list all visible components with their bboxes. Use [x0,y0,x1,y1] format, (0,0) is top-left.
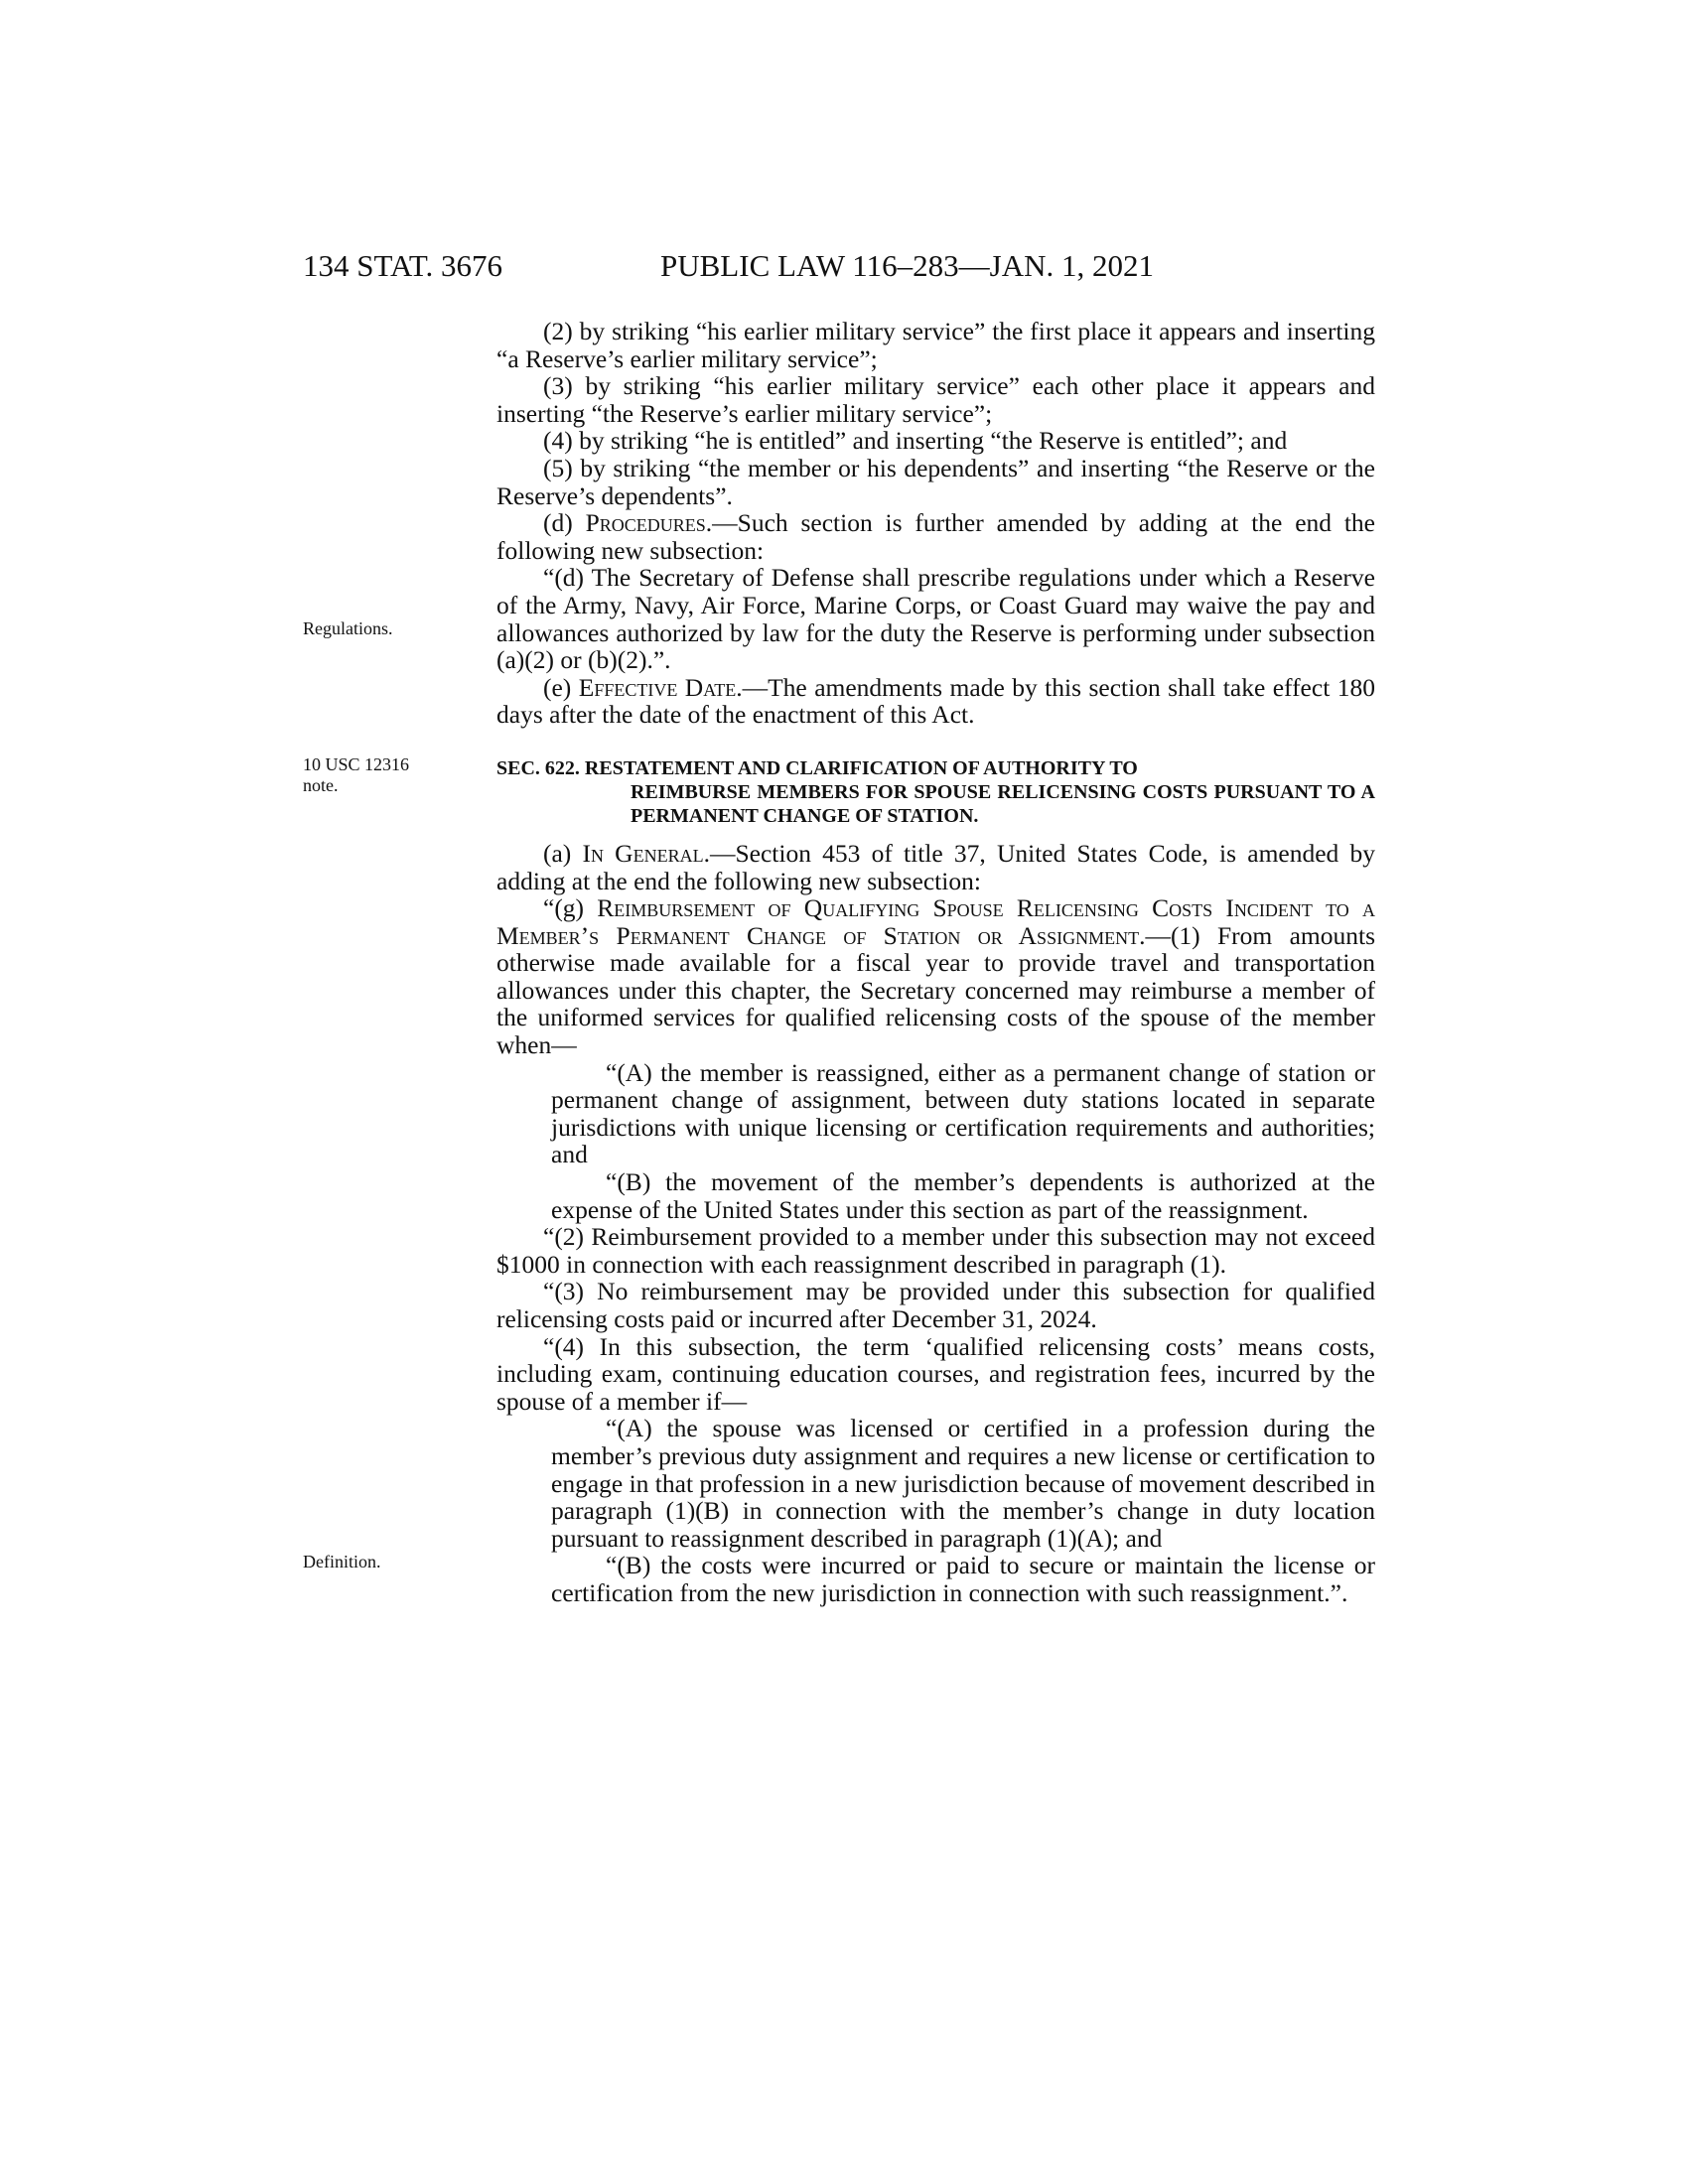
subsection-e-text: .—The amendments made by this section shall take effect 180 days after the date of the enactment of this Act. [496,672,1375,730]
subsection-g-lead: “(g) [543,893,598,923]
paragraph-2: (2) by striking “his earlier military service” the first place it appears and inserting “a Reserve’s earlier military service”; [496,317,1375,373]
subparagraph-g-4-B: “(B) the costs were incurred or paid to secure or maintain the license or certification from the new jurisdiction in connection with such reassignment.”. [551,1551,1375,1607]
subparagraph-g-4-A: “(A) the spouse was licensed or certified in a profession during the member’s previous duty assignment and requires a new license or certification to engage in that profession in a new jurisdiction because of movement described in paragraph (1)(B) in connection with the member’s change in duty location pursuant to reassignment described in paragraph (1)(A); and [551,1414,1375,1553]
subsection-a-text: .—Section 453 of title 37, United States Code, is amended by adding at the end the following new subsection: [496,838,1375,895]
statute-page-number: 134 STAT. 3676 [303,248,503,283]
subsection-e-heading: Effective Date [578,672,737,702]
section-heading-rest: REIMBURSE MEMBERS FOR SPOUSE RELICENSING COSTS PURSUANT TO A PERMANENT CHANGE OF STATION. [631,780,1375,827]
paragraph-g-3: “(3) No reimbursement may be provided under this subsection for qualified relicensing costs paid or incurred after December 31, 2024. [496,1277,1375,1333]
margin-note-usc-line1: 10 USC 12316 [303,754,410,774]
section-622-heading [496,756,1375,828]
subsection-d-quote: “(d) The Secretary of Defense shall prescribe regulations under which a Reserve of the Army, Navy, Air Force, Marine Corps, or Coast Guard may waive the pay and allowances authorized by law for the duty the Reserve is performing under subsection (a)(2) or (b)(2).”. [496,563,1375,675]
public-law-title: PUBLIC LAW 116–283—JAN. 1, 2021 [660,248,1154,283]
subsection-a-heading: In General [582,838,704,868]
subsection-a-lead: (a) [543,838,583,868]
subsection-a-in-general [496,840,1375,894]
margin-note-usc [303,754,409,796]
section-heading-line1: SEC. 622. RESTATEMENT AND CLARIFICATION OF AUTHORITY TO [496,756,1138,779]
margin-note-regulations: Regulations. [303,618,393,638]
paragraph-g-4-definition: “(4) In this subsection, the term ‘qualified relicensing costs’ means costs, including exam, continuing education courses, and registration fees, incurred by the spouse of a member if— [496,1331,1375,1416]
subsection-g-heading: Reimbursement of Qualifying Spouse Relicensing Costs Incident to a Member’s Permanent Change of Station or Assignment [496,893,1375,950]
paragraph-5: (5) by striking “the member or his dependents” and inserting “the Reserve or the Reserve’s dependents”. [496,453,1375,510]
subsection-g [496,894,1375,1059]
subsection-d-text: .—Such section is further amended by adding at the end the following new subsection: [496,508,1375,565]
margin-note-definition: Definition. [303,1552,381,1571]
subparagraph-g-1-A: “(A) the member is reassigned, either as a permanent change of station or permanent change of assignment, between duty stations located in separate jurisdictions with unique licensing or certification requirements and authorities; and [551,1057,1375,1169]
paragraph-4: (4) by striking “he is entitled” and inserting “the Reserve is entitled”; and [543,426,1288,456]
paragraph-g-2: “(2) Reimbursement provided to a member under this subsection may not exceed $1000 in connection with each reassignment described in paragraph (1). [496,1222,1375,1279]
subsection-d-heading: Procedures [585,508,706,538]
subsection-d-procedures [496,509,1375,564]
margin-note-usc-line2: note. [303,775,339,795]
subsection-e-effective-date [496,674,1375,729]
subsection-e-lead: (e) [543,672,579,702]
paragraph-3: (3) by striking “his earlier military service” each other place it appears and inserting “the Reserve’s earlier military service”; [496,371,1375,428]
subsection-g-text: .—(1) From amounts otherwise made available for a fiscal year to provide travel and transportation allowances under this chapter, the Secretary concerned may reimburse a member of the uniformed services for qualified relicensing costs of the spouse of the member when— [496,920,1375,1060]
page-header [303,248,1375,288]
subparagraph-g-1-B: “(B) the movement of the member’s dependents is authorized at the expense of the United States under this section as part of the reassignment. [551,1167,1375,1224]
statute-body [496,318,1375,1607]
subsection-d-lead: (d) [543,508,586,538]
